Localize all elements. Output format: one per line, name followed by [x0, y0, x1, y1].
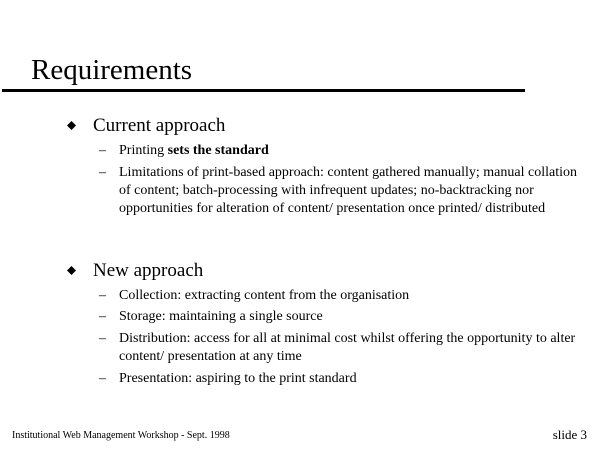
- diamond-bullet-icon: [67, 266, 76, 275]
- list-item: [99, 287, 579, 305]
- bullet-current-approach: [67, 115, 587, 137]
- list-item-text: Collection: extracting content from the organisation: [119, 288, 410, 303]
- dash-marker: –: [99, 288, 106, 303]
- section-heading: Current approach: [93, 115, 226, 136]
- section-heading: New approach: [93, 260, 204, 281]
- list-item-text: Presentation: aspiring to the print standard: [119, 371, 357, 386]
- list-item-text: [119, 142, 579, 160]
- list-item-text: Distribution: access for all at minimal cost whilst offering the opportunity to alter content/ presentation at any time: [119, 331, 576, 364]
- dash-marker: –: [99, 309, 106, 324]
- dash-marker: –: [99, 143, 106, 158]
- list-item-text: Limitations of print-based approach: content gathered manually; manual collation of content; batch-processing with infrequent updates; no-backtracking nor opportunities for alteration of content/ presentation once printed/ distributed: [119, 165, 577, 216]
- title-underline: [2, 89, 525, 92]
- list-item: [99, 164, 579, 218]
- slide-number: slide 3: [552, 427, 587, 442]
- list-item: [99, 370, 579, 388]
- list-item: [99, 142, 579, 160]
- dash-marker: –: [99, 371, 106, 386]
- bullet-new-approach: [67, 260, 587, 282]
- diamond-bullet-icon: [67, 121, 76, 130]
- list-item-text: Storage: maintaining a single source: [119, 309, 323, 324]
- list-item: [99, 308, 579, 326]
- list-item-text-bold: sets the standard: [167, 143, 269, 158]
- slide-title: Requirements: [31, 54, 193, 86]
- dash-marker: –: [99, 165, 106, 180]
- footer-event-name: Institutional Web Management Workshop - Sept. 1998: [12, 430, 230, 441]
- list-item-text-plain: Printing: [119, 143, 168, 158]
- dash-marker: –: [99, 331, 106, 346]
- list-item: [99, 330, 579, 366]
